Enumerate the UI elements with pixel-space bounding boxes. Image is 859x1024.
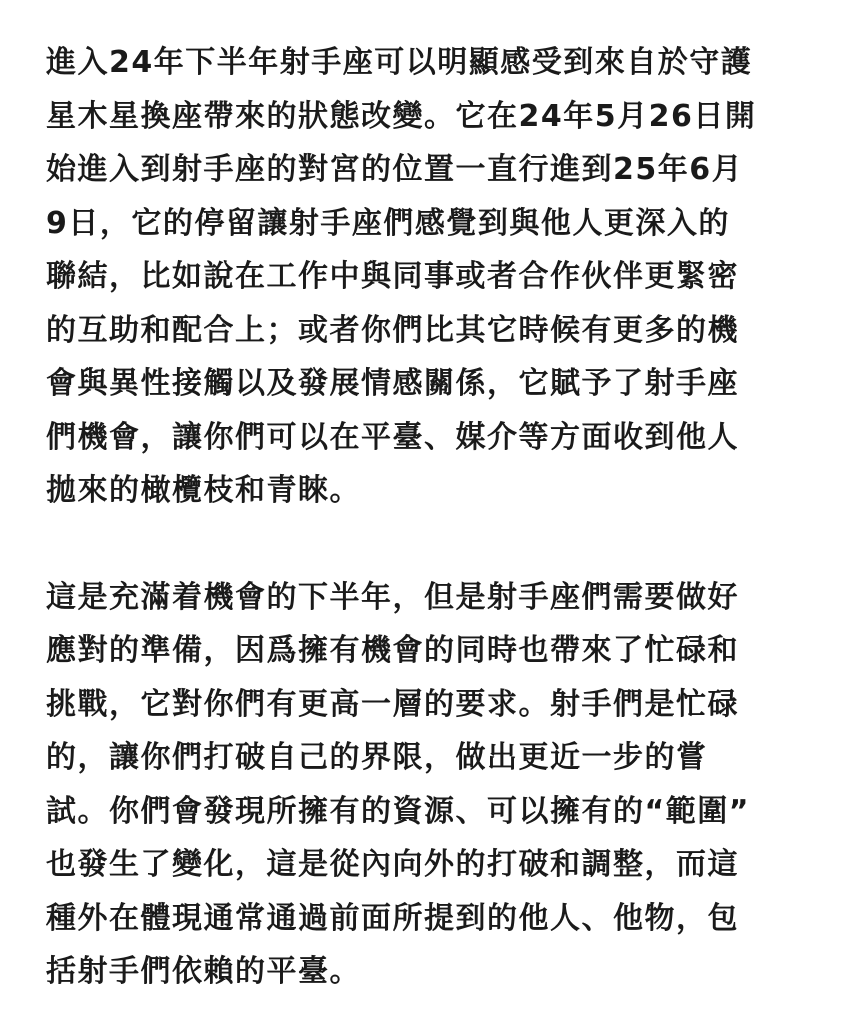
text-line: 拋來的橄欖枝和青睞。 [46,473,361,508]
text-line: 的互助和配合上；或者你們比其它時候有更多的機 [46,312,739,348]
text-line: 們機會，讓你們可以在平臺、媒介等方面收到他人 [46,419,739,455]
text-line: 應對的準備，因爲擁有機會的同時也帶來了忙碌和 [46,633,739,668]
paragraph-1 [46,36,826,518]
text-line: 括射手們依賴的平臺。 [46,954,361,989]
paragraph-2 [46,571,826,999]
text-line: 會與異性接觸以及發展情感關係，它賦予了射手座 [46,366,739,401]
text-line: 的，讓你們打破自己的界限，做出更近一步的嘗 [46,740,708,775]
text-line: 進入24年下半年射手座可以明顯感受到來自於守護 [46,45,753,80]
text-line: 星木星換座帶來的狀態改變。它在24年5月26日開 [46,98,757,134]
text-line: 始進入到射手座的對宮的位置一直行進到25年6月 [46,152,744,187]
text-line: 種外在體現通常通過前面所提到的他人、他物，包 [46,900,739,936]
text-line: 試。你們會發現所擁有的資源、可以擁有的“範圍” [46,793,750,829]
paragraph-spacer [46,518,826,571]
text-line: 9日，它的停留讓射手座們感覺到與他人更深入的 [46,205,730,241]
text-line: 聯結，比如說在工作中與同事或者合作伙伴更緊密 [46,259,739,294]
text-line: 這是充滿着機會的下半年，但是射手座們需要做好 [46,579,739,615]
text-line: 挑戰，它對你們有更高一層的要求。射手們是忙碌 [46,686,739,722]
text-line: 也發生了變化，這是從內向外的打破和調整，而這 [46,847,739,882]
article-body [46,36,826,999]
